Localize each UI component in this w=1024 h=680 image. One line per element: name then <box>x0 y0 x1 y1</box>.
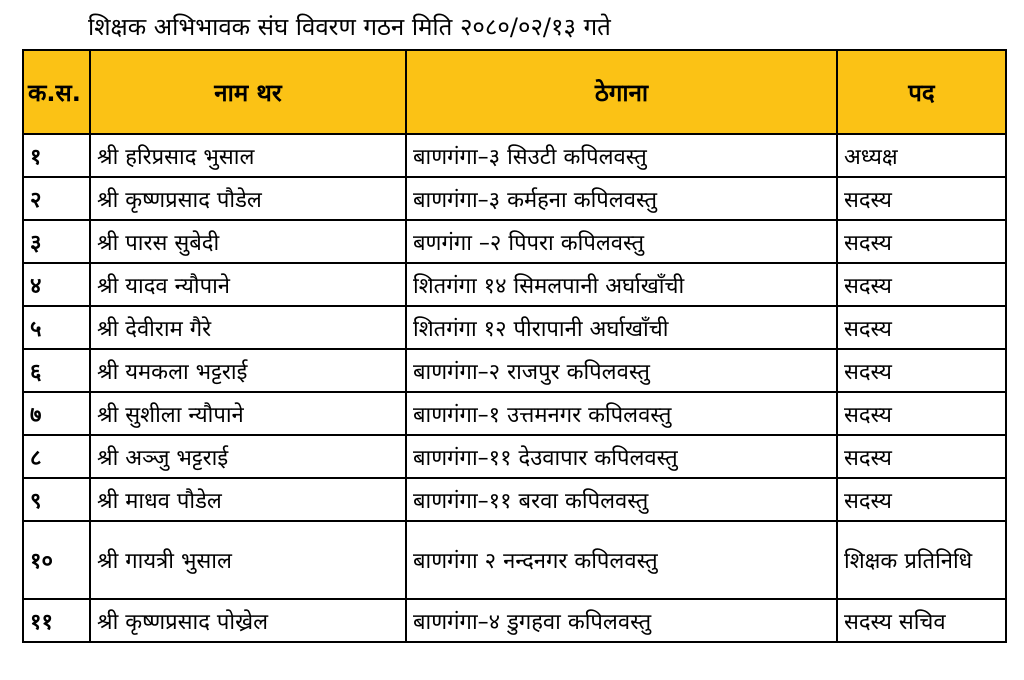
cell-address: बणगंगा –२ पिपरा कपिलवस्तु <box>406 220 837 263</box>
cell-serial: १ <box>23 134 90 177</box>
cell-serial: ११ <box>23 599 90 642</box>
cell-name: श्री अञ्जु भट्टराई <box>90 435 406 478</box>
cell-position: सदस्य <box>837 306 1006 349</box>
cell-serial: ६ <box>23 349 90 392</box>
cell-name: श्री कृष्णप्रसाद पौडेल <box>90 177 406 220</box>
cell-serial: ४ <box>23 263 90 306</box>
table-row <box>23 134 1006 177</box>
table-row <box>23 306 1006 349</box>
table-row <box>23 435 1006 478</box>
cell-address: बाणगंगा–११ बरवा कपिलवस्तु <box>406 478 837 521</box>
cell-name: श्री यमकला भट्टराई <box>90 349 406 392</box>
cell-address: बाणगंगा–२ राजपुर कपिलवस्तु <box>406 349 837 392</box>
cell-position: सदस्य <box>837 392 1006 435</box>
cell-address: बाणगंगा–१ उत्तमनगर कपिलवस्तु <box>406 392 837 435</box>
cell-name: श्री गायत्री भुसाल <box>90 521 406 599</box>
cell-name: श्री देवीराम गैरे <box>90 306 406 349</box>
cell-address: बाणगंगा–११ देउवापार कपिलवस्तु <box>406 435 837 478</box>
cell-position: सदस्य <box>837 435 1006 478</box>
cell-name: श्री यादव न्यौपाने <box>90 263 406 306</box>
cell-serial: १० <box>23 521 90 599</box>
cell-serial: ५ <box>23 306 90 349</box>
cell-position: सदस्य <box>837 220 1006 263</box>
table-row <box>23 599 1006 642</box>
cell-position: अध्यक्ष <box>837 134 1006 177</box>
cell-position: सदस्य <box>837 349 1006 392</box>
table-row <box>23 478 1006 521</box>
cell-address: बाणगंगा २ नन्दनगर कपिलवस्तु <box>406 521 837 599</box>
table-row <box>23 521 1006 599</box>
cell-serial: २ <box>23 177 90 220</box>
table-row <box>23 220 1006 263</box>
cell-serial: ७ <box>23 392 90 435</box>
cell-address: शितगंगा १४ सिमलपानी अर्घाखाँची <box>406 263 837 306</box>
cell-name: श्री पारस सुबेदी <box>90 220 406 263</box>
table-row <box>23 349 1006 392</box>
cell-position: सदस्य <box>837 263 1006 306</box>
table-row <box>23 177 1006 220</box>
cell-name: श्री हरिप्रसाद भुसाल <box>90 134 406 177</box>
cell-position: सदस्य <box>837 177 1006 220</box>
cell-serial: ९ <box>23 478 90 521</box>
cell-name: श्री कृष्णप्रसाद पोख्रेल <box>90 599 406 642</box>
cell-name: श्री सुशीला न्यौपाने <box>90 392 406 435</box>
table-header-row <box>23 50 1006 134</box>
table-row <box>23 392 1006 435</box>
committee-table <box>22 49 1007 643</box>
table-row <box>23 263 1006 306</box>
cell-serial: ८ <box>23 435 90 478</box>
header-name: नाम थर <box>90 50 406 134</box>
cell-position: सदस्य सचिव <box>837 599 1006 642</box>
cell-position: शिक्षक प्रतिनिधि <box>837 521 1006 599</box>
cell-address: बाणगंगा–३ सिउटी कपिलवस्तु <box>406 134 837 177</box>
cell-position: सदस्य <box>837 478 1006 521</box>
cell-address: बाणगंगा–४ डुगहवा कपिलवस्तु <box>406 599 837 642</box>
header-position: पद <box>837 50 1006 134</box>
document-title: शिक्षक अभिभावक संघ विवरण गठन मिति २०८०/०२/१३ गते <box>88 13 611 41</box>
header-address: ठेगाना <box>406 50 837 134</box>
cell-serial: ३ <box>23 220 90 263</box>
cell-address: शितगंगा १२ पीरापानी अर्घाखाँची <box>406 306 837 349</box>
cell-address: बाणगंगा–३ कर्महना कपिलवस्तु <box>406 177 837 220</box>
cell-name: श्री माधव पौडेल <box>90 478 406 521</box>
header-serial: क.स. <box>23 50 90 134</box>
